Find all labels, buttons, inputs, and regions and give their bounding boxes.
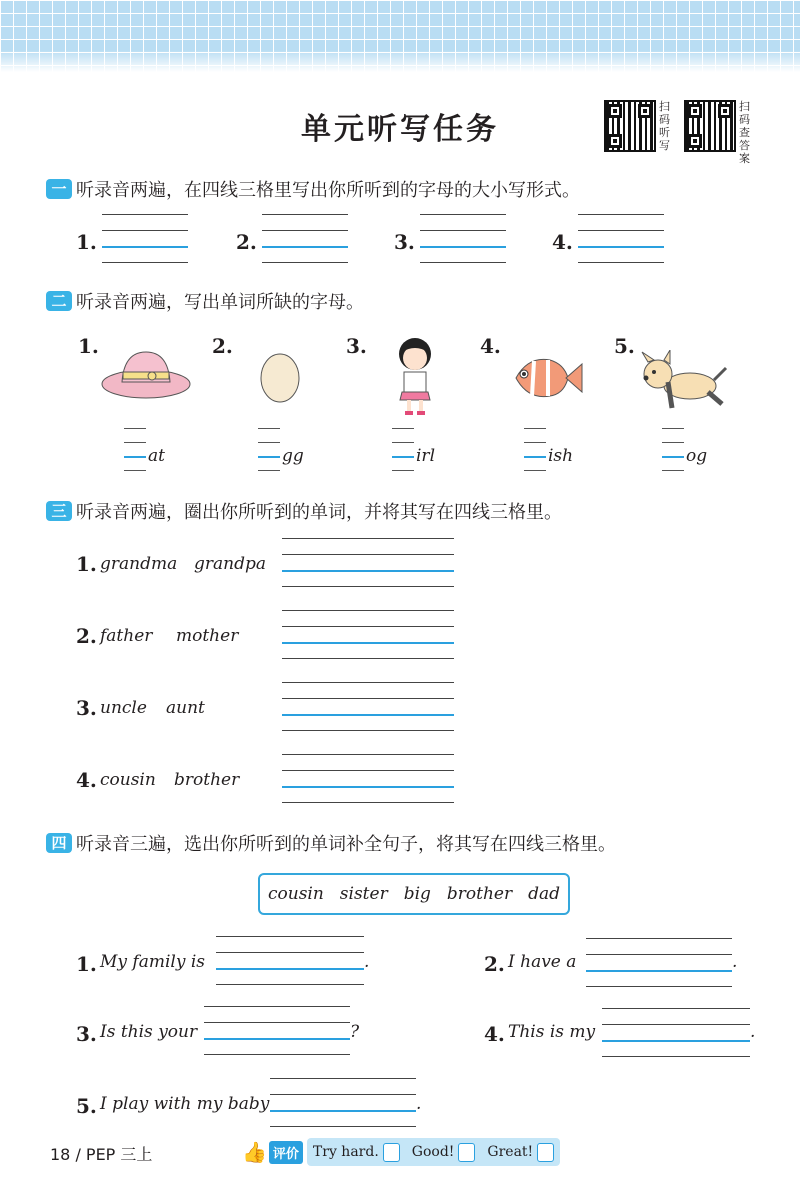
section-2-instruction: 听录音两遍，写出单词所缺的字母。 [76,292,364,313]
qr-answers[interactable] [684,100,755,165]
s4-item-4-lines[interactable] [602,1008,750,1056]
s2-item-4-number: 4. [480,334,501,358]
word-bank-item: sister [339,884,388,904]
s4-item-5-lines[interactable] [270,1078,416,1126]
hat-picture [100,348,192,404]
evaluation-bar [242,1138,560,1166]
s2-item-5-number: 5. [614,334,635,358]
s4-item-3-end: ? [350,1022,360,1042]
s1-item-4-number: 4. [552,230,573,254]
s1-item-4-lines[interactable] [578,214,664,262]
s3-item-2-number: 2. [76,624,97,648]
page-title: 单元听写任务 [301,112,499,147]
s2-item-2-blank[interactable] [258,428,280,470]
section-4-badge: 四 [46,833,72,853]
word-bank-item: brother [446,884,513,904]
rating-try-hard[interactable] [313,1143,400,1162]
s1-item-1-number: 1. [76,230,97,254]
s1-item-2-lines[interactable] [262,214,348,262]
s3-item-3-option-a[interactable]: uncle [100,698,147,718]
s4-item-1-number: 1. [76,952,97,976]
word-bank-item: big [403,884,431,904]
word-bank-item: dad [528,884,560,904]
section-1-badge: 一 [46,179,72,199]
s3-item-3-option-b[interactable]: aunt [166,698,205,718]
section-1-instruction: 听录音两遍，在四线三格里写出你所听到的字母的大小写形式。 [76,180,580,201]
s4-item-3-text: Is this your [100,1022,198,1042]
rating-label: Great! [487,1144,534,1160]
rating-label: Good! [411,1144,455,1160]
s3-item-1-option-b[interactable]: grandpa [194,554,266,574]
egg-picture [258,350,302,404]
section-2-badge: 二 [46,291,72,311]
top-grid-banner [0,0,800,72]
s4-item-2-lines[interactable] [586,938,732,986]
s3-item-3-lines[interactable] [282,682,454,730]
s3-item-1-number: 1. [76,552,97,576]
qr-code-icon [684,100,736,152]
s2-item-4-blank[interactable] [524,428,546,470]
s4-item-1-end: . [364,952,370,972]
qr-listen[interactable] [604,100,675,152]
s2-item-1-suffix: at [148,446,165,466]
s4-item-1-lines[interactable] [216,936,364,984]
evaluation-label: 评价 [269,1141,303,1164]
s3-item-1-option-a[interactable]: grandma [100,554,178,574]
rating-great[interactable] [487,1143,554,1162]
s3-item-2-option-a[interactable]: father [100,626,153,646]
s1-item-3-number: 3. [394,230,415,254]
s3-item-2-option-b[interactable]: mother [176,626,239,646]
s1-item-1-lines[interactable] [102,214,188,262]
s4-item-5-text: I play with my baby [100,1094,270,1114]
s2-item-3-blank[interactable] [392,428,414,470]
s4-item-2-text: I have a [508,952,577,972]
word-bank [258,873,570,915]
section-3-instruction: 听录音两遍，圈出你所听到的单词，并将其写在四线三格里。 [76,502,562,523]
s3-item-4-number: 4. [76,768,97,792]
dog-picture [638,350,728,412]
s4-item-3-number: 3. [76,1022,97,1046]
s2-item-2-suffix: gg [282,446,304,466]
rating-label: Try hard. [312,1144,379,1160]
s4-item-3-lines[interactable] [204,1006,350,1054]
page-number: 18 / PEP 三上 [50,1145,153,1164]
s3-item-1-lines[interactable] [282,538,454,586]
rating-options [307,1138,560,1166]
qr-code-icon [604,100,656,152]
s2-item-1-number: 1. [78,334,99,358]
s3-item-3-number: 3. [76,696,97,720]
s3-item-4-option-b[interactable]: brother [174,770,240,790]
s2-item-5-suffix: og [686,446,708,466]
s3-item-4-option-a[interactable]: cousin [100,770,156,790]
s3-item-4-lines[interactable] [282,754,454,802]
s2-item-5-blank[interactable] [662,428,684,470]
s4-item-2-number: 2. [484,952,505,976]
s2-item-3-suffix: irl [416,446,436,466]
s1-item-3-lines[interactable] [420,214,506,262]
s4-item-2-end: . [732,952,738,972]
s4-item-4-end: . [750,1022,756,1042]
section-4-instruction: 听录音三遍，选出你所听到的单词补全句子，将其写在四线三格里。 [76,834,616,855]
s2-item-3-number: 3. [346,334,367,358]
rating-checkbox[interactable] [537,1143,554,1162]
s1-item-2-number: 2. [236,230,257,254]
word-bank-item: cousin [267,884,324,904]
s3-item-2-lines[interactable] [282,610,454,658]
section-1-title [46,176,580,202]
fish-picture [508,348,584,406]
s4-item-5-end: . [416,1094,422,1114]
rating-checkbox[interactable] [383,1143,400,1162]
qr-listen-label: 扫码听写 [659,100,670,152]
s2-item-1-blank[interactable] [124,428,146,470]
section-2-title [46,288,364,314]
section-4-title [46,830,616,856]
s4-item-5-number: 5. [76,1094,97,1118]
s2-item-2-number: 2. [212,334,233,358]
s4-item-4-number: 4. [484,1022,505,1046]
s4-item-4-text: This is my [508,1022,596,1042]
rating-checkbox[interactable] [458,1143,475,1162]
thumbs-up-icon: 👍 [242,1140,267,1164]
section-3-title [46,498,562,524]
section-3-badge: 三 [46,501,72,521]
s2-item-4-suffix: ish [548,446,574,466]
qr-answers-label: 扫码查答案 [739,100,750,165]
s4-item-1-text: My family is [100,952,206,972]
girl-picture [390,334,440,418]
rating-good[interactable] [412,1143,476,1162]
